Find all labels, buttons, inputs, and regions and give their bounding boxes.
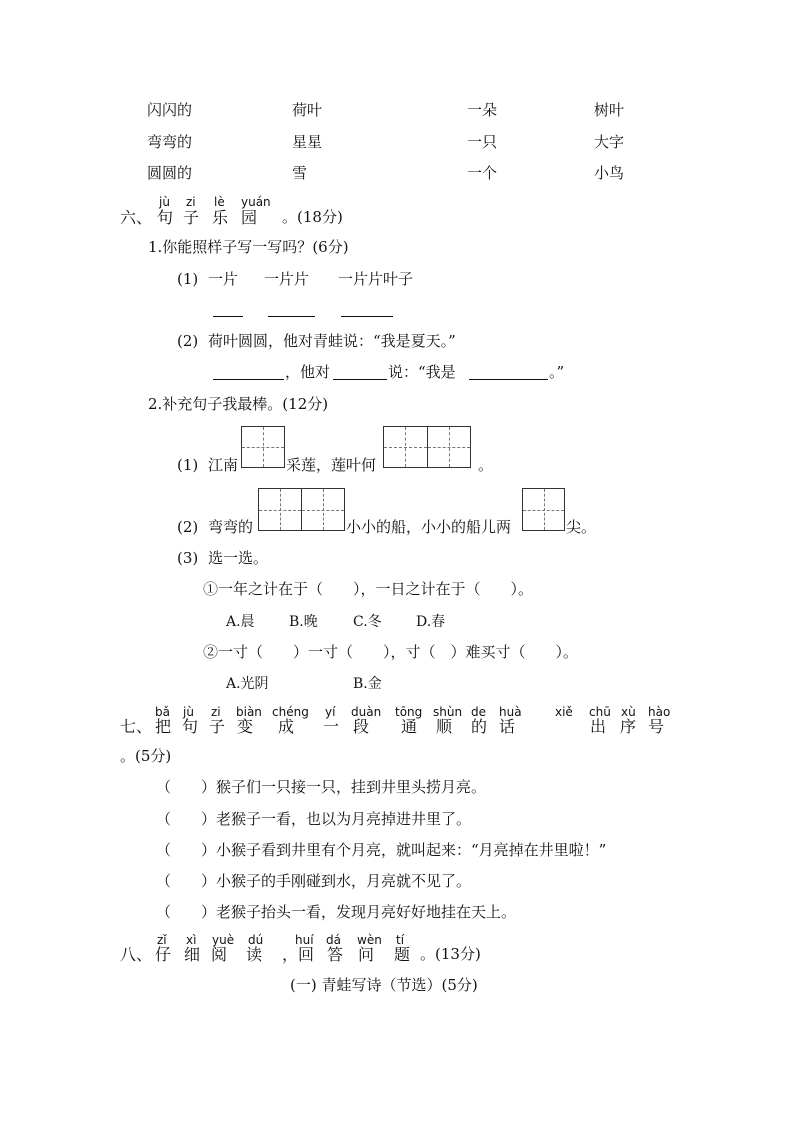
pinyin: yuán (241, 195, 271, 209)
title-char: 子 (209, 717, 226, 736)
sentence-text: 小小的船，小小的船儿两 (346, 518, 512, 536)
pinyin: de (471, 705, 486, 719)
match-cell: 雪 (292, 164, 308, 182)
choice-question: ①一年之计在于（ ），一日之计在于（ ）。 (203, 580, 534, 598)
title-char: 顺 (436, 717, 453, 736)
pinyin: tōng (395, 705, 423, 719)
fill-text: 。” (549, 363, 565, 381)
writing-grid[interactable] (522, 488, 565, 531)
choice-option: A.光阴 (226, 676, 269, 692)
title-char: 句 (157, 208, 174, 227)
question-title: 1.你能照样子写一写吗？(6分) (148, 238, 349, 256)
item-label: (2) (177, 332, 199, 350)
answer-blank[interactable] (213, 316, 243, 317)
example-word: 一片 (208, 270, 239, 288)
pinyin: dá (326, 933, 341, 947)
title-char: 问 (358, 945, 375, 964)
example-word: 一片片 (264, 270, 310, 288)
pinyin: dú (248, 933, 264, 947)
match-cell: 小鸟 (594, 164, 625, 182)
sentence-end: 尖。 (566, 518, 597, 536)
section-number: 七、 (120, 717, 153, 736)
sentence-end: 。 (478, 456, 494, 474)
title-char: 把 (155, 717, 172, 736)
title-char: 句 (182, 717, 199, 736)
title-char: 通 (401, 717, 418, 736)
choice-question: ②一寸（ ）一寸（ ），寸（ ）难买寸（ ）。 (203, 643, 579, 661)
title-char: 的 (471, 717, 488, 736)
pinyin: lè (214, 195, 225, 209)
section-number: 六、 (120, 208, 153, 227)
item-label: (1) (177, 456, 199, 474)
pinyin: bǎ (155, 705, 170, 719)
match-cell: 荷叶 (292, 101, 323, 119)
title-char: ，回 (282, 945, 315, 964)
question-title: 2.补充句子我最棒。(12分) (148, 395, 329, 413)
answer-blank[interactable] (469, 379, 548, 380)
choice-option: B.金 (353, 676, 382, 692)
choice-option: C.冬 (353, 614, 382, 630)
sentence-text: 选一选。 (208, 549, 269, 567)
writing-grid[interactable] (241, 426, 285, 468)
match-cell: 一个 (467, 164, 498, 182)
title-char: 一 (323, 717, 340, 736)
fill-text: 说：“我是 (388, 363, 456, 381)
title-char: 答 (327, 945, 344, 964)
pinyin: zi (186, 195, 196, 209)
fill-text: ，他对 (285, 363, 331, 381)
ordering-item[interactable]: （ ）小猴子看到井里有个月亮，就叫起来：“月亮掉在井里啦！” (156, 841, 607, 859)
title-char: 成 (278, 717, 295, 736)
sentence-text: 弯弯的 (208, 518, 254, 536)
title-char: 号 (648, 717, 665, 736)
item-label: (2) (177, 518, 199, 536)
pinyin: chéng (272, 705, 309, 719)
match-cell: 星星 (292, 133, 323, 151)
pinyin: zǐ (157, 933, 167, 947)
pinyin: duàn (351, 705, 382, 719)
title-char: 仔 (155, 945, 172, 964)
match-cell: 一朵 (467, 101, 498, 119)
title-char: 话 (499, 717, 516, 736)
choice-option: D.春 (416, 614, 446, 630)
pinyin: huà (499, 705, 522, 719)
title-char: 变 (237, 717, 254, 736)
example-sentence: 荷叶圆圆，他对青蛙说：“我是夏天。” (208, 332, 456, 350)
pinyin: wèn (357, 933, 382, 947)
title-char: 读 (246, 945, 263, 964)
pinyin: biàn (236, 705, 262, 719)
pinyin: chū (589, 705, 611, 719)
ordering-item[interactable]: （ ）老猴子一看，也以为月亮掉进井里了。 (156, 810, 472, 828)
section-score: 。(18分) (282, 208, 343, 226)
pinyin: xì (186, 933, 197, 947)
match-cell: 大字 (594, 133, 625, 151)
pinyin: jù (183, 705, 194, 719)
section-score: 。(5分) (120, 747, 172, 765)
example-word: 一片片叶子 (338, 270, 414, 288)
match-cell: 圆圆的 (147, 164, 193, 182)
answer-blank[interactable] (213, 379, 284, 380)
pinyin: shùn (433, 705, 463, 719)
pinyin: tí (396, 933, 405, 947)
title-char: 序 (620, 717, 637, 736)
match-cell: 树叶 (594, 101, 625, 119)
pinyin: yuè (212, 933, 235, 947)
pinyin: huí (295, 933, 314, 947)
title-char: 细 (184, 945, 201, 964)
sentence-text: 采莲，莲叶何 (286, 456, 377, 474)
pinyin: zi (211, 705, 221, 719)
title-char: 段 (353, 717, 370, 736)
title-char: 阅 (211, 945, 228, 964)
pinyin: xù (621, 705, 636, 719)
ordering-item[interactable]: （ ）小猴子的手刚碰到水，月亮就不见了。 (156, 872, 472, 890)
sentence-text: 江南 (208, 456, 239, 474)
title-char: 子 (183, 208, 200, 227)
answer-blank[interactable] (341, 316, 393, 317)
ordering-item[interactable]: （ ）老猴子抬头一看，发现月亮好好地挂在天上。 (156, 903, 517, 921)
choice-option: A.晨 (226, 614, 255, 630)
item-label: (3) (177, 549, 199, 567)
title-char: 题 (394, 945, 411, 964)
passage-title: (一) 青蛙写诗（节选）(5分) (290, 976, 478, 994)
title-char: 园 (241, 208, 258, 227)
pinyin: xiě (555, 705, 573, 719)
section-number: 八、 (120, 945, 153, 964)
choice-option: B.晚 (289, 614, 318, 630)
match-cell: 弯弯的 (147, 133, 193, 151)
title-char: 出 (590, 717, 607, 736)
pinyin: yí (325, 705, 336, 719)
match-cell: 一只 (467, 133, 498, 151)
answer-blank[interactable] (268, 316, 315, 317)
answer-blank[interactable] (333, 379, 387, 380)
ordering-item[interactable]: （ ）猴子们一只接一只，挂到井里头捞月亮。 (156, 778, 487, 796)
writing-grid[interactable] (383, 426, 471, 468)
pinyin: jù (159, 195, 170, 209)
title-char: 乐 (212, 208, 229, 227)
match-cell: 闪闪的 (147, 101, 193, 119)
writing-grid[interactable] (258, 488, 345, 531)
pinyin: hào (648, 705, 671, 719)
section-score: 。(13分) (420, 945, 481, 963)
item-label: (1) (177, 270, 199, 288)
